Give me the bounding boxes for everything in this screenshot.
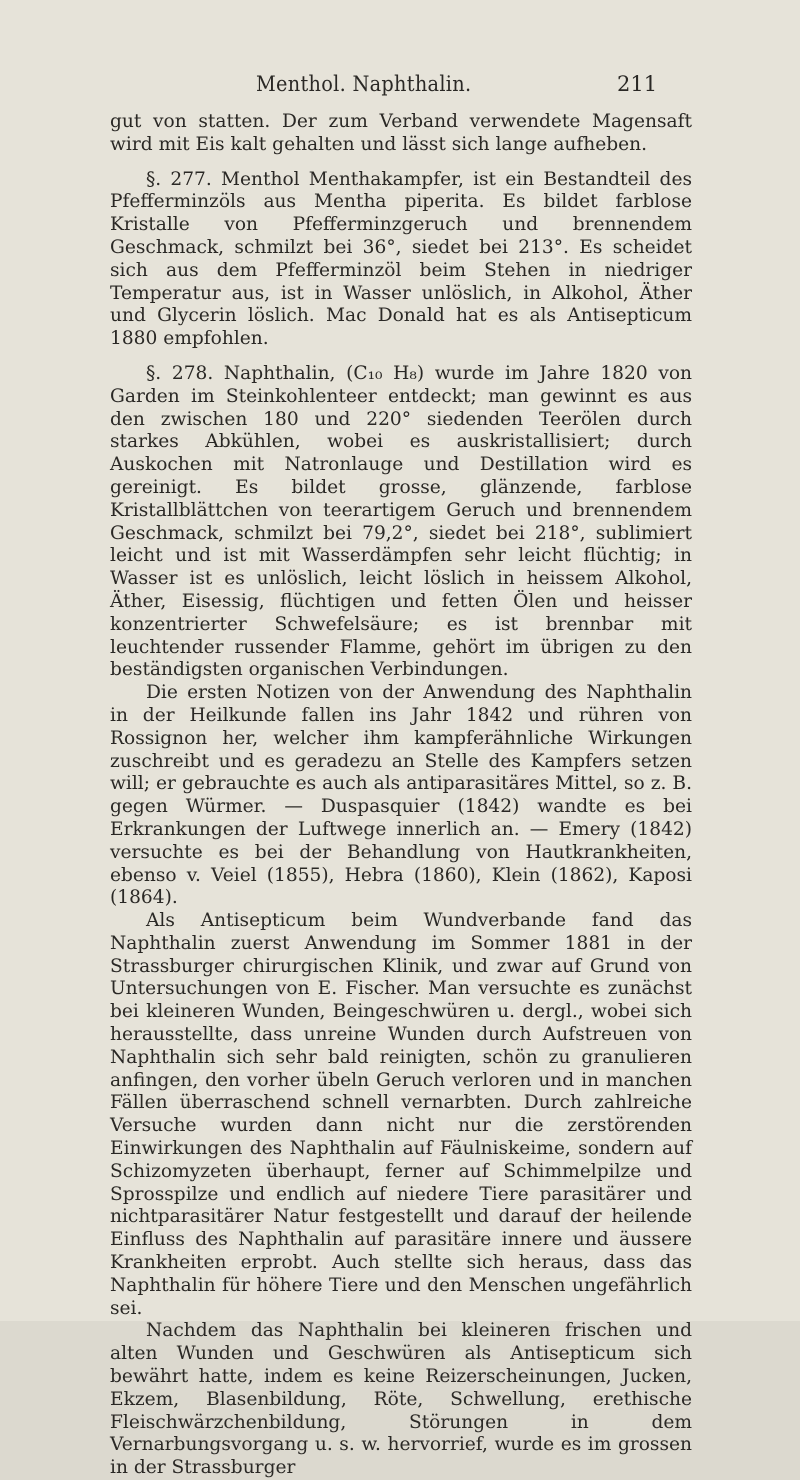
body-text [110,111,692,1480]
paragraph-wound-treatment: Nachdem das Naphthalin bei kleineren frischen und alten Wunden und Geschwüren als Antisepticum sich bewährt hatte, indem es keine Reizerscheinungen, Jucken, Ekzem, Blasenbildung, Röte, Schwellung, erethische Fleischwärzchenbildung, Störungen in dem Vernarbungsvorgang u. s. w. hervorrief, wurde es im grossen in der Strassburger [110,1320,692,1479]
paragraph-continuation: gut von statten. Der zum Verband verwendete Magensaft wird mit Eis kalt gehalten und lässt sich lange aufheben. [110,111,692,155]
page-header [0,72,800,102]
paragraph-section-278-naphthalin: §. 278. Naphthalin, (C₁₀ H₈) wurde im Jahre 1820 von Garden im Steinkohlenteer entdeckt; man gewinnt es aus den zwischen 180 und 220° siedenden Teerölen durch starkes Abkühlen, wobei es auskristallisiert; durch Auskochen mit Natronlauge und Destillation wird es gereinigt. Es bildet grosse, glänzende, farblose Kristallblättchen von teerartigem Geruch und brennendem Geschmack, schmilzt bei 79,2°, siedet bei 218°, sublimiert leicht und ist mit Wasserdämpfen sehr leicht flüchtig; in Wasser ist es unlöslich, leicht löslich in heissem Alkohol, Äther, Eisessig, flüchtigen und fetten Ölen und heisser konzentrierter Schwefelsäure; es ist brennbar mit leuchtender russender Flamme, gehört im übrigen zu den beständigsten organischen Verbindungen. [110,362,692,681]
paragraph-antisepticum: Als Antisepticum beim Wundverbande fand das Naphthalin zuerst Anwendung im Sommer 1881 in der Strassburger chirurgischen Klinik, und zwar auf Grund von Untersuchungen von E. Fischer. Man versuchte es zunächst bei kleineren Wunden, Beingeschwüren u. dergl., wobei sich herausstellte, dass unreine Wunden durch Aufstreuen von Naphthalin sich sehr bald reinigten, schön zu granulieren anfingen, den vorher übeln Geruch verloren und in manchen Fällen überraschend schnell vernarbten. Durch zahlreiche Versuche wurden dann nicht nur die zerstörenden Einwirkungen des Naphthalin auf Fäulniskeime, sondern auf Schizomyzeten überhaupt, ferner auf Schimmelpilze und Sprosspilze und endlich auf niedere Tiere parasitärer und nichtparasitärer Natur festgestellt und darauf der heilende Einfluss des Naphthalin auf parasitäre innere und äussere Krankheiten erprobt. Auch stellte sich heraus, dass das Naphthalin für höhere Tiere und den Menschen ungefährlich sei. [110,910,692,1319]
paragraph-early-use: Die ersten Notizen von der Anwendung des Naphthalin in der Heilkunde fallen ins Jahr 1842 und rühren von Rossignon her, welcher ihm kampferähnliche Wirkungen zuschreibt und es geradezu an Stelle des Kampfers setzen will; er gebrauchte es auch als antiparasitäres Mittel, so z. B. gegen Würmer. — Duspasquier (1842) wandte es bei Erkrankungen der Luftwege innerlich an. — Emery (1842) versuchte es bei der Behandlung von Hautkrankheiten, ebenso v. Veiel (1855), Hebra (1860), Klein (1862), Kaposi (1864). [110,682,692,909]
page-number: 211 [617,72,658,96]
running-title: Menthol. Naphthalin. [256,72,472,96]
paragraph-section-277-menthol: §. 277. Menthol Menthakampfer, ist ein Bestandteil des Pfefferminzöls aus Mentha piperita. Es bildet farblose Kristalle von Pfefferminzgeruch und brennendem Geschmack, schmilzt bei 36°, siedet bei 213°. Es scheidet sich aus dem Pfefferminzöl beim Stehen in niedriger Temperatur aus, ist in Wasser unlöslich, in Alkohol, Äther und Glycerin löslich. Mac Donald hat es als Antisepticum 1880 empfohlen. [110,168,692,350]
